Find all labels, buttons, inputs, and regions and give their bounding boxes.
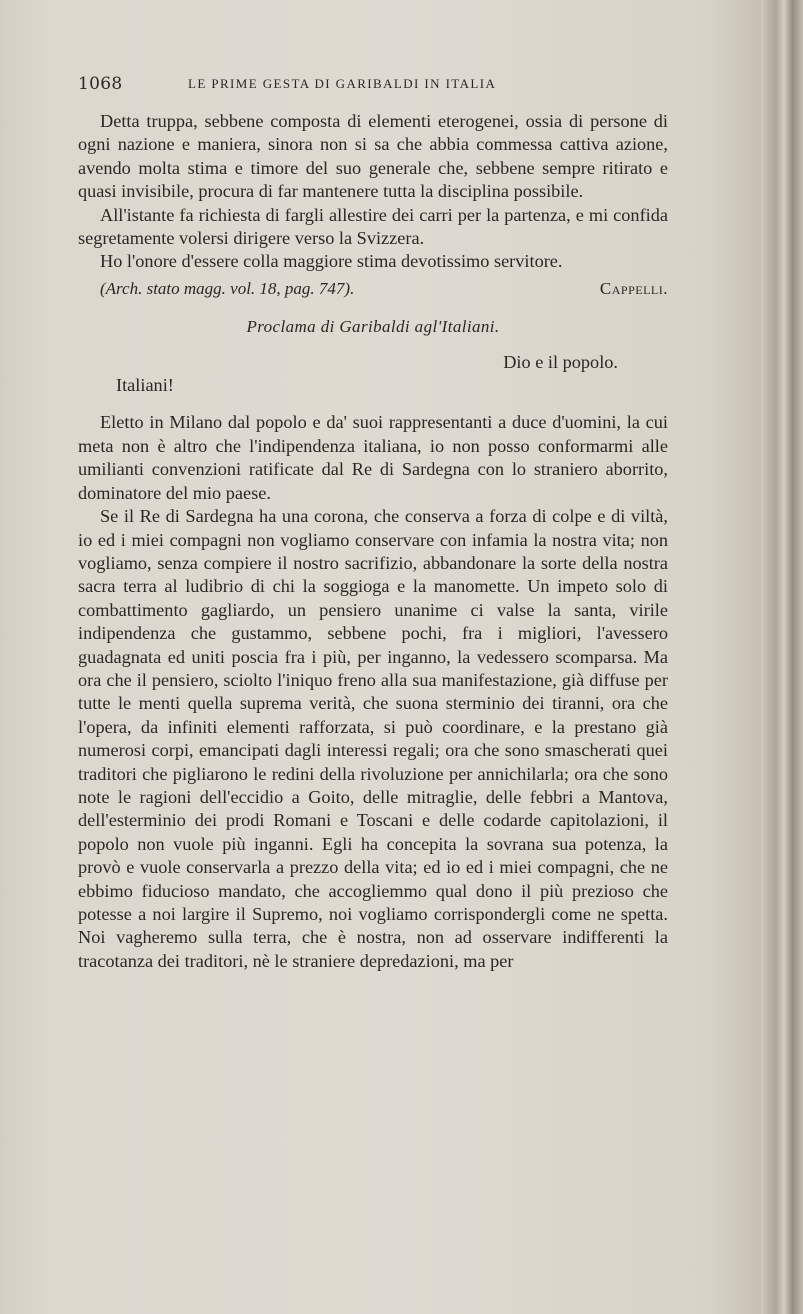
letter-paragraph-2: All'istante fa richiesta di fargli allestire dei carri per la partenza, e mi confida segretamente volersi dirigere verso la Svizzera.: [78, 204, 668, 249]
proclama-paragraph-2: Se il Re di Sardegna ha una corona, che conserva a forza di colpe e di viltà, io ed i miei compagni non vogliamo conservare con infamia la nostra vita; non vogliamo, senza compiere il nostro sacrifizio, abbandonare la sorte della nostra sacra terra al ludibrio di chi la soggioga e la manomette. Un impeto solo di combattimento gagliardo, un pensiero unanime ci valse la santa, virile indipendenza che gustammo, sebbene pochi, fra i migliori, l'avessero guadagnata ed uniti poscia fra i più, per inganno, la vedessero scomparsa. Ma ora che il pensiero, sciolto l'iniquo freno alla sua manifestazione, già diffuse per tutte le menti quella suprema verità, che suona sterminio dei tiranni, ora che l'opera, da infiniti elementi rafforzata, si può coordinare, e la prestano già numerosi corpi, emancipati dagli interessi regali; ora che sono smascherati quei traditori che pigliarono le redini della rivoluzione per annichilarla; ora che sono note le ragioni dell'eccidio a Goito, delle mitraglie, delle febbri a Mantova, dell'esterminio dei prodi Romani e Toscani e delle codarde capitolazioni, il popolo non vuole più inganni. Egli ha concepita la sovrana sua potenza, la provò e vuole conservarla a prezzo della vita; ed io ed i miei compagni, che ne ebbimo fiducioso mandato, che accogliemmo qual dono il più prezioso che potesse a noi largire il Supremo, noi vogliamo corrispondergli come ne spetta. Noi vagheremo sulla terra, che è nostra, non ad osservare indifferenti la tracotanza dei traditori, nè le straniere depredazioni, ma per: [78, 506, 668, 971]
page-body: [78, 110, 668, 973]
proclama-motto: Dio e il popolo.: [503, 351, 618, 372]
archive-source: (Arch. stato magg. vol. 18, pag. 747).: [100, 278, 355, 298]
page-number: 1068: [78, 74, 123, 94]
book-binding-edge: [761, 0, 803, 1314]
letter-paragraph-1: Detta truppa, sebbene composta di elementi eterogenei, ossia di persone di ogni nazione e maniera, sinora non si sa che abbia commessa cattiva azione, avendo molta stima e timore del suo generale che, sebbene sempre ritirato e quasi invisibile, procura di far mantenere tutta la disciplina possibile.: [78, 111, 668, 202]
running-header: [78, 74, 678, 94]
signature-name: Cappelli.: [599, 278, 668, 298]
proclama-paragraph-1: Eletto in Milano dal popolo e da' suoi rappresentanti a duce d'uomini, la cui meta non è altro che l'indipendenza italiana, io non posso conformarmi alle umilianti convenzioni ratificate dal Re di Sardegna con lo straniero aborrito, dominatore del mio paese.: [78, 412, 668, 503]
letter-signature-line: [78, 277, 668, 300]
running-title: LE PRIME GESTA DI GARIBALDI IN ITALIA: [188, 76, 497, 91]
letter-paragraph-3: Ho l'onore d'essere colla maggiore stima devotissimo servitore.: [100, 251, 563, 272]
proclama-title: Proclama di Garibaldi agl'Italiani.: [246, 317, 500, 337]
spacer: [78, 397, 668, 411]
proclama-salutation: Italiani!: [116, 375, 174, 396]
